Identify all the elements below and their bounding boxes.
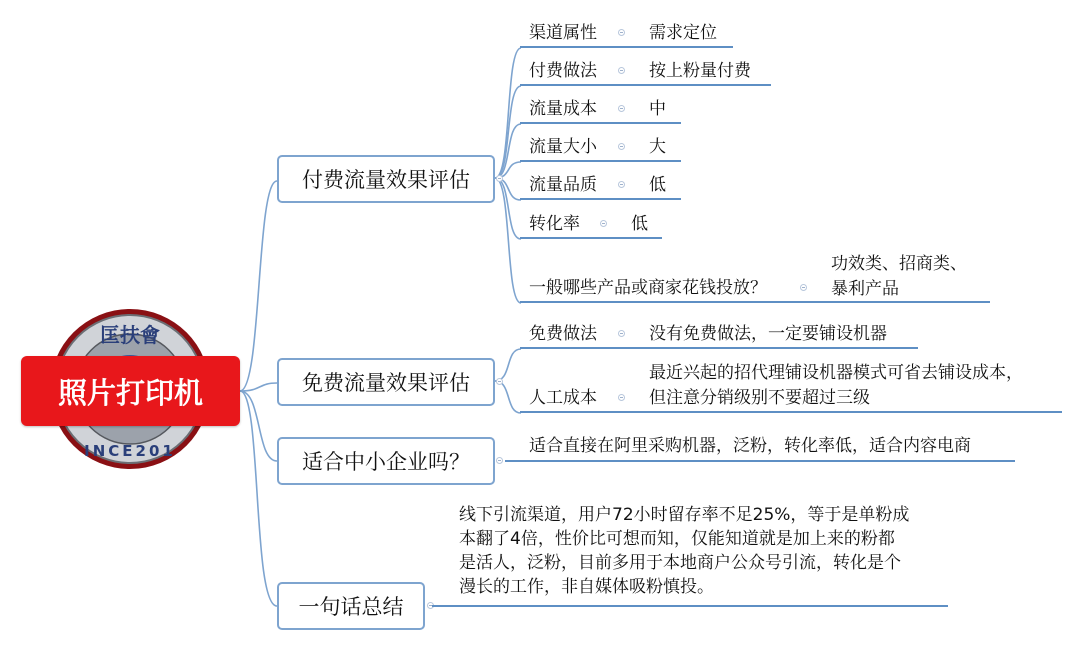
collapse-icon[interactable] <box>600 220 607 227</box>
item-value: 没有免费做法，一定要铺设机器 <box>649 324 887 344</box>
summary-line: 本翻了4倍，性价比可想而知，仅能知道就是加上来的粉都 <box>459 529 895 549</box>
key-underline <box>520 237 620 239</box>
key-underline <box>520 198 638 200</box>
collapse-icon[interactable] <box>618 330 625 337</box>
branch-paid-traffic[interactable]: 付费流量效果评估 <box>277 155 495 203</box>
item-value: 低 <box>631 214 648 234</box>
collapse-icon[interactable] <box>618 143 625 150</box>
collapse-icon[interactable] <box>618 105 625 112</box>
value-underline <box>820 301 990 303</box>
key-underline <box>520 122 638 124</box>
collapse-icon[interactable] <box>496 457 503 464</box>
branch-text: 适合直接在阿里采购机器，泛粉，转化率低，适合内容电商 <box>529 436 971 456</box>
branch-free-traffic[interactable]: 免费流量效果评估 <box>277 358 495 406</box>
collapse-icon[interactable] <box>800 284 807 291</box>
value-underline <box>638 84 771 86</box>
summary-text <box>459 503 949 599</box>
item-key: 人工成本 <box>529 388 597 408</box>
key-underline <box>520 160 638 162</box>
value-underline <box>620 237 662 239</box>
key-underline <box>520 347 638 349</box>
item-value: 大 <box>649 137 666 157</box>
item-value-line: 最近兴起的招代理铺设机器模式可省去铺设成本， <box>649 363 1023 383</box>
collapse-icon[interactable] <box>618 181 625 188</box>
item-key: 转化率 <box>529 214 580 234</box>
item-value: 按上粉量付费 <box>649 61 751 81</box>
item-value: 中 <box>649 99 666 119</box>
value-underline <box>638 160 681 162</box>
item-key: 流量大小 <box>529 137 597 157</box>
summary-line: 线下引流渠道，用户72小时留存率不足25%，等于是单粉成 <box>459 505 910 525</box>
seal-top-text: 匡扶會 <box>100 323 160 347</box>
item-value-line: 但注意分销级别不要超过三级 <box>649 388 870 408</box>
item-key: 流量成本 <box>529 99 597 119</box>
key-underline <box>520 84 638 86</box>
collapse-icon[interactable] <box>618 394 625 401</box>
root-node[interactable]: 照片打印机 <box>21 356 240 426</box>
summary-line: 漫长的工作，非自媒体吸粉慎投。 <box>459 577 714 597</box>
value-underline <box>638 46 733 48</box>
item-value: 需求定位 <box>649 23 717 43</box>
value-underline <box>638 198 681 200</box>
collapse-icon[interactable] <box>496 378 503 385</box>
text-underline <box>432 605 948 607</box>
seal-bottom-text: INCE201 <box>84 442 176 460</box>
item-key: 付费做法 <box>529 61 597 81</box>
branch-suitable-sme[interactable]: 适合中小企业吗？ <box>277 437 495 485</box>
item-value-line: 暴利产品 <box>831 279 899 299</box>
item-key: 免费做法 <box>529 324 597 344</box>
item-value-line: 功效类、招商类、 <box>831 254 967 274</box>
item-value: 低 <box>649 175 666 195</box>
item-key: 一般哪些产品或商家花钱投放？ <box>529 278 767 298</box>
collapse-icon[interactable] <box>618 67 625 74</box>
text-underline <box>505 460 1015 462</box>
collapse-icon[interactable] <box>618 29 625 36</box>
value-underline <box>638 411 1062 413</box>
value-underline <box>638 347 918 349</box>
key-underline <box>520 46 638 48</box>
key-underline <box>520 411 638 413</box>
item-key: 渠道属性 <box>529 23 597 43</box>
collapse-icon[interactable] <box>496 175 503 182</box>
summary-line: 是活人，泛粉，目前多用于本地商户公众号引流，转化是个 <box>459 553 901 573</box>
value-underline <box>638 122 681 124</box>
branch-summary[interactable]: 一句话总结 <box>277 582 425 630</box>
item-key: 流量品质 <box>529 175 597 195</box>
key-underline <box>520 301 820 303</box>
